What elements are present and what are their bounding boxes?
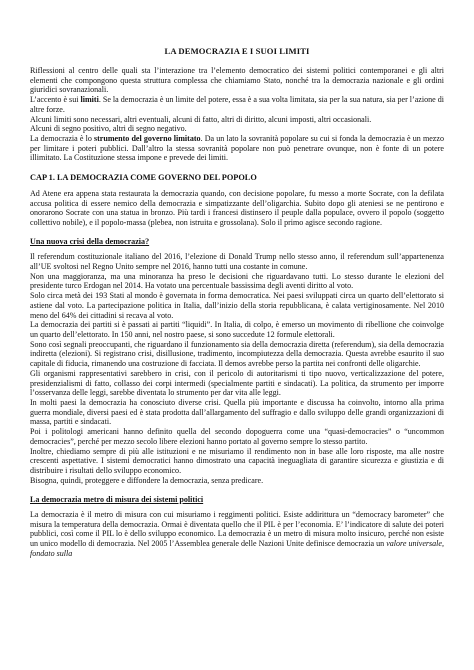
document-body (30, 46, 444, 559)
metro-text-italic: valore universale, fondato sulla (30, 539, 444, 558)
metro-paragraph (30, 510, 444, 559)
crisis-paragraph: Sono così segnali preoccupanti, che riguardano il funzionamento sia della democrazia diretta (referendum), sia della democrazia indiretta (elezioni). Si registrano crisi, disillusione, tradimento, incompiutezza della democrazia. Questa avrebbe esaurito il suo capitale di fiducia, rimanendo una costruzione di facciata. Il demos avrebbe perso la partita nei confronti delle oligarchie. (30, 339, 444, 369)
crisis-paragraph: La democrazia dei partiti si è passati ai partiti “liquidi”. In Italia, di colpo, è emerso un movimento di ribellione che coinvolge un quarto dell’elettorato. In 150 anni, nel nostro paese, si sono succedute 12 formule elettorali. (30, 320, 444, 339)
intro-paragraph-1: Riflessioni al centro delle quali sta l’interazione tra l’elemento democratico dei sistemi politici contemporanei e gli altri elementi che compongono questa struttura complessa che chiamiamo Stato, nonché tra la democrazia nazionale e gli ordini giuridici sovranazionali. (30, 66, 444, 95)
crisis-paragraph: Gli organismi rappresentativi sarebbero in crisi, con il pericolo di autoritarismi ti tipo nuovo, verticalizzazione del potere, presidenzialismi di fatto, collasso dei corpi intermedi (specialmente partiti e sindacati). La politica, da strumento per imporre l’osservanza delle leggi, sarebbe diventata lo strumento per dar vita alle leggi. (30, 368, 444, 398)
intro-last-pre: La democrazia è lo (30, 134, 94, 144)
intro-last-bold: strumento del governo limitato (94, 134, 201, 144)
metro-text-pre: La democrazia è il metro di misura con cui misuriamo i reggimenti politici. Esiste addirittura un “democracy barometer” che misura la temperatura della democrazia. Ormai è diventata quello che il PIL è per l’economia. E’ l’indicatore di salute dei poteri pubblici, così come il PIL lo è dello sviluppo economico. La democrazia è un metro di misura molto insicuro, perché non esiste un unico modello di democrazia. Nel 2005 l’Assemblea generale delle Nazioni Unite definisce democrazia un (30, 509, 444, 549)
crisis-paragraph: Non una maggioranza, ma una minoranza ha preso le decisioni che riguardavano tutti. Lo stesso durante le elezioni del presidente turco Erdogan nel 2014. Ha votato una percentuale bassissima degli aventi diritto al voto. (30, 271, 444, 291)
document-title: LA DEMOCRAZIA E I SUOI LIMITI (164, 46, 310, 56)
chapter-1-text: Ad Atene era appena stata restaurata la democrazia quando, con decisione popolare, fu messo a morte Socrate, con la defilata accusa politica di essere nemico della democrazia e simpatizzante dell’oligarchia. Subito dopo gli ateniesi se ne pentirono e onorarono Socrate con una statua in bronzo. Più tardi i francesi distinsero il peuple dalla populace, ovvero il popolo (soggetto collettivo nobile), e il popolo-massa (plebea, non istruita e grossolana). Solo il primo agisce secondo ragione. (30, 188, 444, 228)
chapter-1-heading: CAP 1. LA DEMOCRAZIA COME GOVERNO DEL POPOLO (30, 172, 257, 182)
intro-last-post: . Da un lato la sovranità popolare su cui si fonda la democrazia è un mezzo per limitare i poteri pubblici. Dall’altro la stessa sovranità popolare non può penetrare ovunque, non è fonte di un potere illimitato. La Costituzione stessa impone e prevede dei limiti. (30, 134, 444, 163)
intro-paragraph-4: Alcuni di segno positivo, altri di segno negativo. (30, 124, 187, 134)
intro-paragraph-3: Alcuni limiti sono necessari, altri eventuali, alcuni di fatto, altri di diritto, alcuni imposti, altri occasionali. (30, 114, 372, 124)
crisis-paragraph: Poi i politologi americani hanno definito quella del secondo dopoguerra come una “quasi-democracies” o “uncommon democracies”, perché per mezzo secolo libere elezioni hanno portato al governo sempre lo stesso partito. (30, 427, 444, 446)
intro-paragraph-5 (30, 134, 444, 163)
intro-paragraph-2: L’accento è sui limiti. Se la democrazia è un limite del potere, essa è a sua volta limitata, sia per la sua natura, sia per l’azione di altre forze. (30, 95, 444, 114)
crisis-paragraph: Il referendum costituzionale italiano del 2016, l’elezione di Donald Trump nello stesso anno, il referendum sull’appartenenza all’UE svoltosi nel Regno Unito sempre nel 2016, hanno tutti una costante in comune. (30, 252, 444, 271)
metro-heading: La democrazia metro di misura dei sistemi politici (30, 495, 204, 505)
intro-bold-limiti: limiti (80, 95, 99, 105)
crisis-paragraph: Inoltre, chiediamo sempre di più alle istituzioni e ne misuriamo il rendimento non in base alle loro risposte, ma alle nostre crescenti aspettative. I sistemi democratici hanno dimostrato una capacità ineguagliata di garantire sicurezza e giustizia e di distribuire i risultati dello sviluppo economico. (30, 446, 444, 476)
crisis-paragraph: Solo circa metà dei 193 Stati al mondo è governata in forma democratica. Nei paesi sviluppati circa un quarto dell’elettorato si astiene dal voto. La partecipazione politica in Italia, dall’inizio della storia repubblicana, è calata vertiginosamente. Nel 2010 meno del 64% dei cittadini si recava al voto. (30, 291, 444, 320)
crisis-heading: Una nuova crisi della democrazia? (30, 237, 150, 247)
crisis-paragraph: In molti paesi la democrazia ha conosciuto diverse crisi. Quella più importante e discussa ha coinvolto, intorno alla prima guerra mondiale, diversi paesi ed è stata prodotta dall’allargamento del suffragio e dallo sviluppo delle grandi organizzazioni di massa, partiti e sindacati. (30, 398, 444, 427)
crisis-paragraph: Bisogna, quindi, proteggere e diffondere la democrazia, senza predicare. (30, 475, 264, 485)
